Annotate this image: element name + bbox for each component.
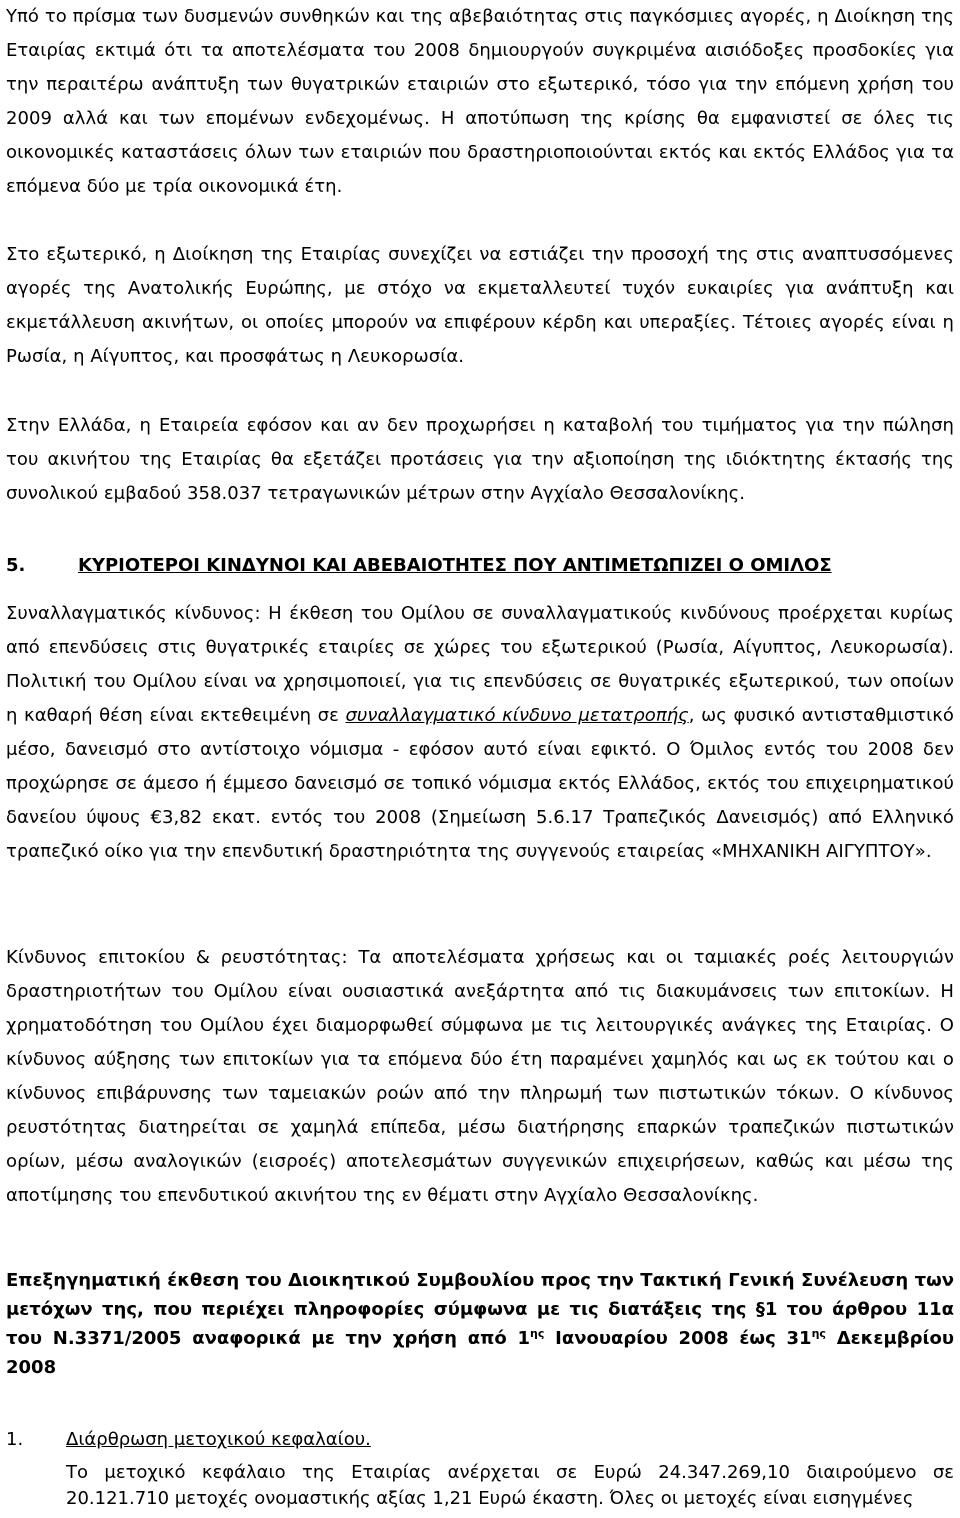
list-item-number: 1.: [6, 1429, 24, 1450]
list-item-capital-structure: [6, 1423, 371, 1457]
fx-risk-italic-term: συναλλαγματικό κίνδυνο μετατροπής: [345, 705, 689, 726]
fx-risk-text-end: , ως φυσικό αντισταθμιστικό μέσο, δανεισμό στο αντίστοιχο νόμισμα - εφόσον αυτό είναι εφικτό. Ο Όμιλος εντός του 2008 δεν προχώρησε σε άμεσο ή έμμεσο δανεισμό σε τοπικό νόμισμα εκτός Ελλάδος, εκτός του επιχειρηματικού δανείου ύψους €3,82 εκατ. εντός του 2008 (Σημείωση 5.6.17 Τραπεζικός Δανεισμός) από Ελληνικό τραπεζικό οίκο για την επενδυτική δραστηριότητα της συγγενούς εταιρείας «ΜΗΧΑΝΙΚΗ ΑΙΓΥΠΤΟΥ».: [6, 705, 954, 862]
paragraph-interest-liquidity-risk: Κίνδυνος επιτοκίου & ρευστότητας: Τα αποτελέσματα χρήσεως και οι ταμιακές ροές λειτουργιών δραστηριοτήτων του Ομίλου είναι ουσιαστικά ανεξάρτητα από τις διακυμάνσεις των επιτοκίων. Η χρηματοδότηση του Ομίλου έχει διαμορφωθεί σύμφωνα με τις λειτουργικές ανάγκες της Εταιρίας. Ο κίνδυνος αύξησης των επιτοκίων για τα επόμενα δύο έτη παραμένει χαμηλός και ως εκ τούτου και ο κίνδυνος επιβάρυνσης των ταμειακών ροών από την πληρωμή των πιστωτικών τόκων. Ο κίνδυνος ρευστότητας διατηρείται σε χαμηλά επίπεδα, μέσω διατήρησης επαρκών τραπεζικών πιστωτικών ορίων, μέσω αναλογικών (εισροές) αποτελεσμάτων συγγενικών επιχειρήσεων, καθώς και μέσω της αποτίμησης του επενδυτικού ακινήτου της εν θέματι στην Αγχίαλο Θεσσαλονίκης.: [6, 947, 954, 1206]
section-heading-risks: [6, 549, 954, 583]
fx-risk-text-start: Συναλλαγματικός κίνδυνος: Η έκθεση του Ομίλου σε συναλλαγματικούς κινδύνους προέρχεται κυρίως από επενδύσεις στις θυγατρικές εταιρίες σε χώρες του εξωτερικού (Ρωσία, Αίγυπτος, Λευκορωσία). Πολιτική του Ομίλου είναι να χρησιμοποιεί, για τις επενδύσεις σε θυγατρικές εξωτερικού, των οποίων η καθαρή θέση είναι εκτεθειμένη σε: [6, 603, 954, 726]
section-title: ΚΥΡΙΟΤΕΡΟΙ ΚΙΝΔΥΝΟΙ ΚΑΙ ΑΒΕΒΑΙΟΤΗΤΕΣ ΠΟΥ ΑΝΤΙΜΕΤΩΠΙΖΕΙ Ο ΟΜΙΛΟΣ: [78, 555, 832, 576]
paragraph-greece: Στην Ελλάδα, η Εταιρεία εφόσον και αν δεν προχωρήσει η καταβολή του τιμήματος για την πώληση του ακινήτου της Εταιρίας θα εξετάζει προτάσεις για την αξιοποίηση της ιδιόκτητης έκτασής της συνολικού εμβαδού 358.037 τετραγωνικών μέτρων στην Αγχίαλο Θεσσαλονίκης.: [6, 415, 954, 504]
list-item-title: Διάρθρωση μετοχικού κεφαλαίου.: [66, 1429, 371, 1450]
report-heading-sup2: ης: [811, 1327, 826, 1340]
section-number: 5.: [6, 555, 26, 576]
paragraph-abroad: Στο εξωτερικό, η Διοίκηση της Εταιρίας συνεχίζει να εστιάζει την προσοχή της στις αναπτυσσόμενες αγορές της Ανατολικής Ευρώπης, με στόχο να εκμεταλλευτεί τυχόν ευκαιρίες για ανάπτυξη και εκμετάλλευση ακινήτων, οι οποίες μπορούν να επιφέρουν κέρδη και υπεραξίες. Τέτοιες αγορές είναι η Ρωσία, η Αίγυπτος, και προσφάτως η Λευκορωσία.: [6, 244, 954, 367]
paragraph-outlook: Υπό το πρίσμα των δυσμενών συνθηκών και της αβεβαιότητας στις παγκόσμιες αγορές, η Διοίκηση της Εταιρίας εκτιμά ότι τα αποτελέσματα του 2008 δημιουργούν συγκριμένα αισιόδοξες προσδοκίες για την περαιτέρω ανάπτυξη των θυγατρικών εταιριών στο εξωτερικό, τόσο για την επόμενη χρήση του 2009 αλλά και των επομένων ενδεχομένως. Η αποτύπωση της κρίσης θα εμφανιστεί σε όλες τις οικονομικές καταστάσεις όλων των εταιριών που δραστηριοποιούνται εκτός και εκτός Ελλάδος για τα επόμενα δύο με τρία οικονομικά έτη.: [6, 6, 954, 197]
paragraph-fx-risk: [6, 597, 954, 869]
report-heading-part1: Επεξηγηματική έκθεση του Διοικητικού Συμβουλίου προς την Τακτική Γενική Συνέλευση των μετόχων της, που περιέχει πληροφορίες σύμφωνα με τις διατάξεις της §1 του άρθρου 11α του Ν.3371/2005 αναφορικά με την χρήση από 1: [6, 1270, 954, 1349]
capital-structure-text: Το μετοχικό κεφάλαιο της Εταιρίας ανέρχεται σε Ευρώ 24.347.269,10 διαιρούμενο σε 20.121.710 μετοχές ονομαστικής αξίας 1,21 Ευρώ έκαστη. Όλες οι μετοχές είναι εισηγμένες: [66, 1462, 954, 1509]
report-heading-part2: Ιανουαρίου 2008 έως 31: [544, 1328, 812, 1349]
report-heading-sup1: ης: [530, 1327, 545, 1340]
report-heading-part3: Δεκεμβρίου 2008: [6, 1328, 954, 1378]
report-heading: [6, 1266, 954, 1382]
